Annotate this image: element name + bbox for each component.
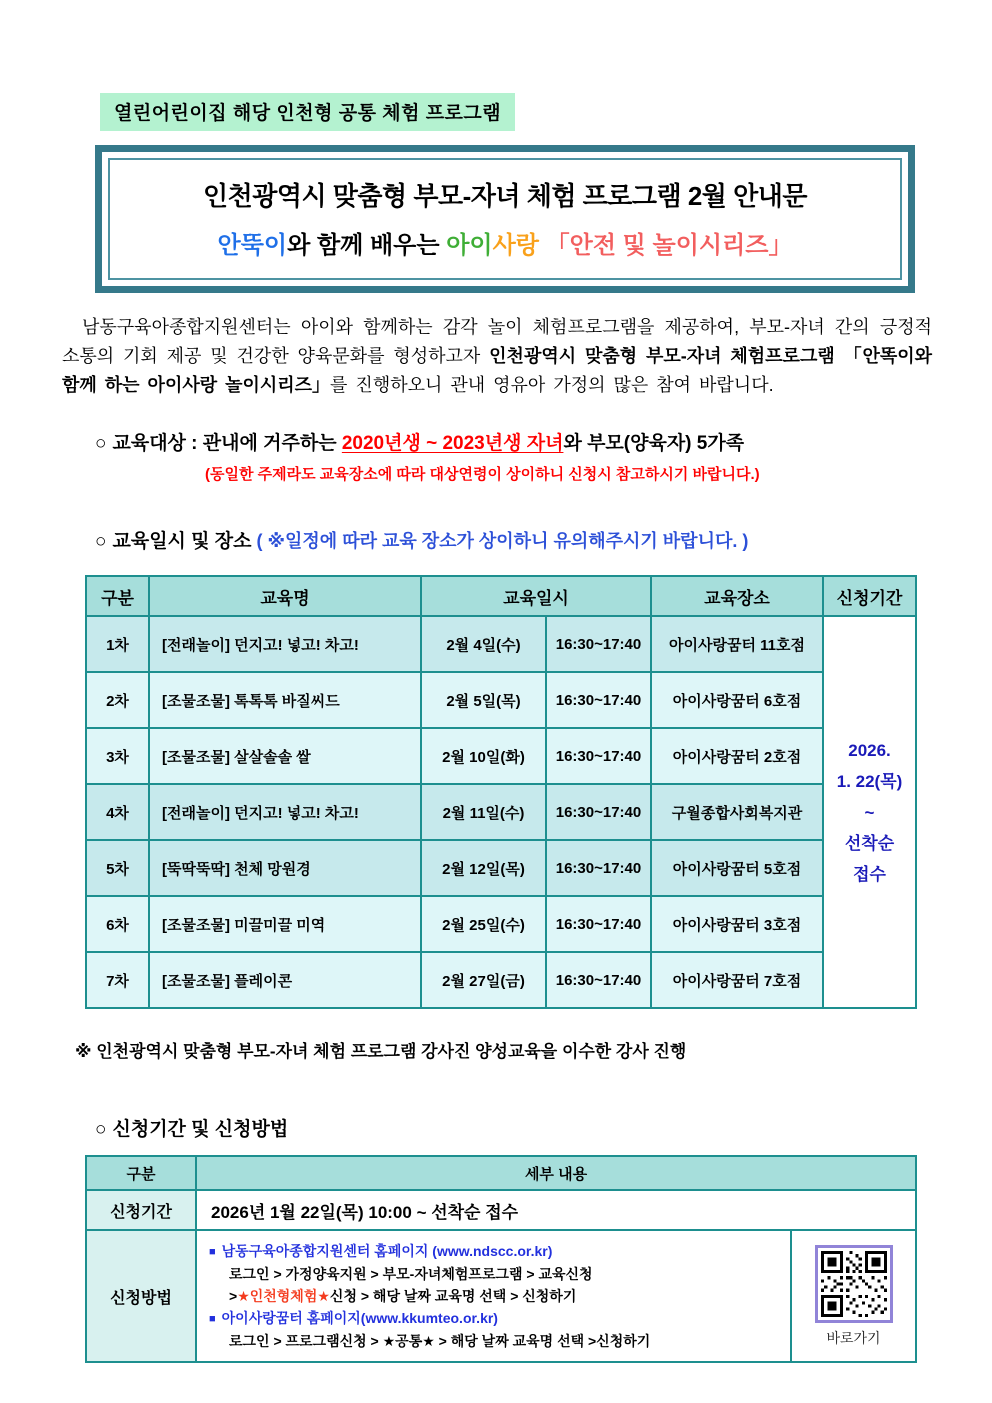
apply-method-row — [86, 1230, 916, 1362]
table-row — [86, 896, 916, 952]
intro-program-name: 인천광역시 맞춤형 부모-자녀 체험프로그램 「안똑이와 함께 하는 아이사랑 놀이시리즈」 — [62, 346, 932, 395]
col-header-place: 교육장소 — [651, 576, 823, 616]
cell-time: 16:30~17:40 — [546, 952, 651, 1008]
col-header-detail: 세부 내용 — [196, 1156, 916, 1190]
apply-table — [85, 1155, 917, 1363]
cell-place: 아이사랑꿈터 5호점 — [651, 840, 823, 896]
section-schedule — [95, 526, 992, 553]
subtitle-sarang: 사랑 — [492, 232, 539, 259]
cell-place: 아이사랑꿈터 3호점 — [651, 896, 823, 952]
apply-period-value: 2026년 1월 22일(목) 10:00 ~ 선착순 접수 — [196, 1190, 916, 1230]
qr-code — [821, 1251, 887, 1317]
cell-round: 4차 — [86, 784, 149, 840]
cell-name: [뚝딱뚝딱] 천체 망원경 — [149, 840, 421, 896]
cell-name: [조물조물] 살살솔솔 쌀 — [149, 728, 421, 784]
subtitle-series: 「안전 및 놀이시리즈」 — [538, 232, 793, 259]
apply-method-detail — [196, 1230, 791, 1362]
path2-post: 신청 > 해당 날짜 교육명 선택 > 신청하기 — [329, 1288, 577, 1304]
target-note: (동일한 주제라도 교육장소에 따라 대상연령이 상이하니 신청시 참고하시기 바랍니다.) — [205, 466, 760, 483]
period-line: ~ — [864, 802, 875, 822]
qr-frame — [815, 1245, 893, 1323]
schedule-table — [85, 575, 917, 1009]
cell-date: 2월 5일(목) — [421, 672, 546, 728]
cell-place: 아이사랑꿈터 7호점 — [651, 952, 823, 1008]
intro-post: 를 진행하오니 관내 영유아 가정의 많은 참여 바랍니다. — [330, 375, 774, 395]
schedule-label: 교육일시 및 장소 — [112, 531, 252, 552]
cell-name: [조물조물] 톡톡톡 바질씨드 — [149, 672, 421, 728]
cell-round: 7차 — [86, 952, 149, 1008]
site1-path2 — [209, 1285, 786, 1307]
site1-path1: 로그인 > 가정양육지원 > 부모-자녀체험프로그램 > 교육신청 — [229, 1266, 593, 1282]
site1-text: 남동구육아종합지원센터 홈페이지 (www.ndscc.or.kr) — [221, 1243, 553, 1259]
cell-time: 16:30~17:40 — [546, 672, 651, 728]
cell-date: 2월 10일(화) — [421, 728, 546, 784]
subtitle-mascot: 안뚝이 — [217, 232, 288, 259]
cell-round: 5차 — [86, 840, 149, 896]
apply-period-label: 신청기간 — [86, 1190, 196, 1230]
period-line: 선착순 — [844, 833, 895, 853]
cell-round: 2차 — [86, 672, 149, 728]
cell-round: 1차 — [86, 616, 149, 672]
cell-time: 16:30~17:40 — [546, 784, 651, 840]
cell-date: 2월 4일(수) — [421, 616, 546, 672]
cell-name: [조물조물] 미끌미끌 미역 — [149, 896, 421, 952]
qr-caption: 바로가기 — [826, 1329, 881, 1346]
table-row — [86, 952, 916, 1008]
cell-apply-period — [823, 616, 916, 1008]
bullet-square-icon: ■ — [209, 1313, 216, 1325]
site2-link[interactable] — [209, 1307, 786, 1330]
section-apply — [95, 1114, 992, 1141]
target-post: 와 부모(양육자) 5가족 — [563, 433, 745, 454]
path2-highlight: ★인천형체험★ — [237, 1288, 330, 1304]
target-age-range: 2020년생 ~ 2023년생 자녀 — [341, 433, 564, 454]
target-pre: 관내에 거주하는 — [197, 433, 342, 454]
title-box-inner — [108, 158, 902, 280]
cell-time: 16:30~17:40 — [546, 728, 651, 784]
top-category-badge: 열린어린이집 해당 인천형 공통 체험 프로그램 — [100, 93, 515, 131]
cell-date: 2월 11일(수) — [421, 784, 546, 840]
document-title: 인천광역시 맞춤형 부모-자녀 체험 프로그램 2월 안내문 — [202, 181, 807, 211]
apply-method-label: 신청방법 — [86, 1230, 196, 1362]
instructor-note: ※ 인천광역시 맞춤형 부모-자녀 체험 프로그램 강사진 양성교육을 이수한 강사 진행 — [75, 1042, 687, 1061]
cell-place: 아이사랑꿈터 11호점 — [651, 616, 823, 672]
apply-header-row — [86, 1156, 916, 1190]
col-header-period: 신청기간 — [823, 576, 916, 616]
cell-time: 16:30~17:40 — [546, 616, 651, 672]
cell-place: 구월종합사회복지관 — [651, 784, 823, 840]
section-target — [95, 428, 992, 455]
apply-label: 신청기간 및 신청방법 — [112, 1119, 289, 1140]
cell-round: 6차 — [86, 896, 149, 952]
section-bullet: ○ — [95, 531, 107, 552]
site2-path: 로그인 > 프로그램신청 > ★공통★ > 해당 날짜 교육명 선택 >신청하기 — [229, 1333, 651, 1349]
table-row — [86, 616, 916, 672]
cell-name: [조물조물] 플레이콘 — [149, 952, 421, 1008]
cell-place: 아이사랑꿈터 6호점 — [651, 672, 823, 728]
intro-paragraph — [62, 313, 932, 400]
cell-round: 3차 — [86, 728, 149, 784]
intro-pre: 남동구육아종합지원센터는 아이와 함께하는 감각 놀이 체험프로그램을 제공하여, 부모-자녀 간의 긍정적 소통의 기회 제공 및 건강한 양육문화를 형성하고자 — [62, 317, 932, 366]
cell-date: 2월 12일(목) — [421, 840, 546, 896]
section-bullet: ○ — [95, 433, 107, 454]
col-header-datetime: 교육일시 — [421, 576, 651, 616]
table-row — [86, 840, 916, 896]
period-line: 접수 — [853, 864, 886, 884]
cell-time: 16:30~17:40 — [546, 840, 651, 896]
schedule-note: ( ※일정에 따라 교육 장소가 상이하니 유의해주시기 바랍니다. ) — [251, 531, 749, 551]
cell-time: 16:30~17:40 — [546, 896, 651, 952]
bullet-square-icon: ■ — [209, 1246, 216, 1258]
apply-period-row — [86, 1190, 916, 1230]
table-row — [86, 784, 916, 840]
site2-text: 아이사랑꿈터 홈페이지(www.kkumteo.or.kr) — [221, 1310, 498, 1326]
col-header-name: 교육명 — [149, 576, 421, 616]
subtitle-connector: 와 함께 배우는 — [287, 232, 447, 259]
col-header-round: 구분 — [86, 576, 149, 616]
cell-date: 2월 25일(수) — [421, 896, 546, 952]
table-row — [86, 672, 916, 728]
qr-area — [791, 1230, 916, 1362]
subtitle-ai: 아이 — [446, 232, 493, 259]
cell-name: [전래놀이] 던지고! 넣고! 차고! — [149, 784, 421, 840]
target-label: 교육대상 : — [112, 433, 198, 454]
period-line: 1. 22(목) — [836, 771, 903, 791]
cell-name: [전래놀이] 던지고! 넣고! 차고! — [149, 616, 421, 672]
document-subtitle — [116, 225, 894, 260]
schedule-header-row — [86, 576, 916, 616]
site1-link[interactable] — [209, 1240, 786, 1263]
table-row — [86, 728, 916, 784]
path2-pre: > — [229, 1288, 238, 1304]
period-line: 2026. — [848, 740, 891, 760]
section-bullet: ○ — [95, 1119, 107, 1140]
title-box — [95, 145, 915, 293]
col-header-category: 구분 — [86, 1156, 196, 1190]
cell-place: 아이사랑꿈터 2호점 — [651, 728, 823, 784]
cell-date: 2월 27일(금) — [421, 952, 546, 1008]
